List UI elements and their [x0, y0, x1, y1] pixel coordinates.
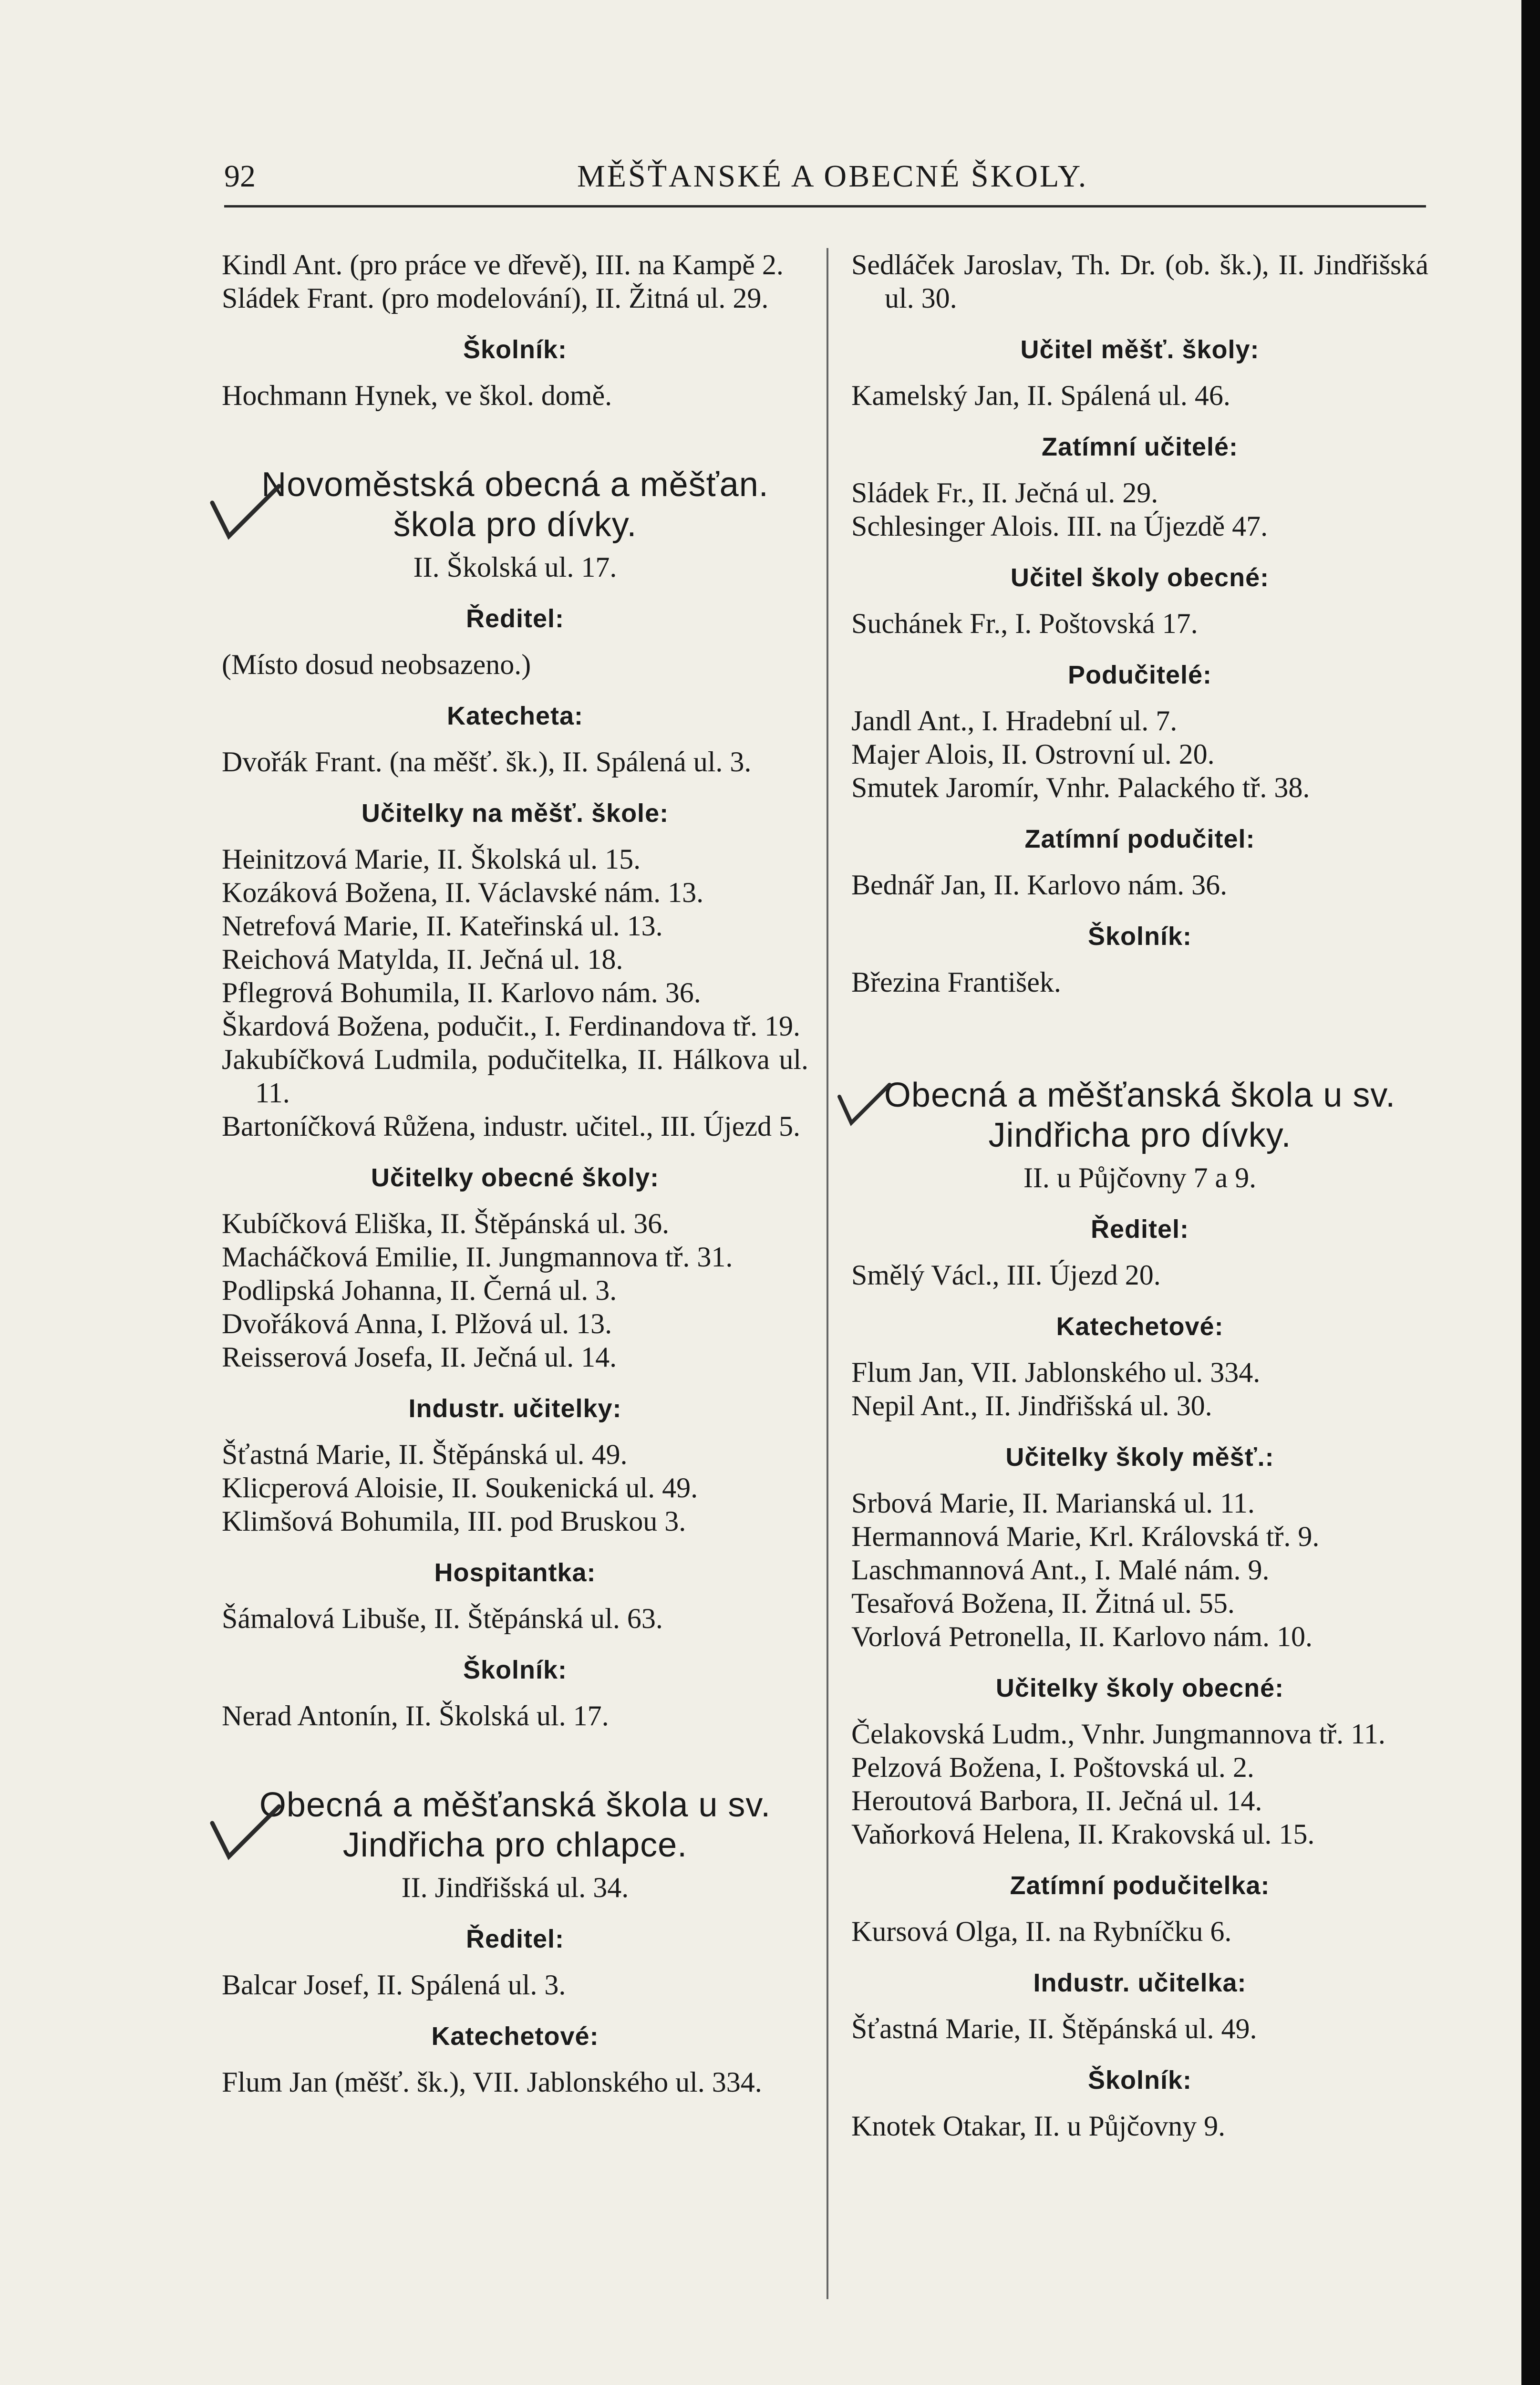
school-address: II. u Půjčovny 7 a 9. — [1023, 1162, 1257, 1193]
section-heading: Zatímní učitelé: — [1041, 433, 1239, 461]
section-heading: Podučitelé: — [1067, 661, 1212, 689]
list-item: Klicperová Aloisie, II. Soukenická ul. 49. — [222, 1472, 698, 1504]
pencil-checkmark-icon — [207, 1804, 284, 1861]
section-heading: Katechetové: — [431, 2022, 599, 2051]
left-column — [222, 248, 808, 2099]
list-item: Heroutová Barbora, II. Ječná ul. 14. — [851, 1785, 1262, 1816]
list-item: Reisserová Josefa, II. Ječná ul. 14. — [222, 1341, 617, 1373]
list-item: Srbová Marie, II. Marianská ul. 11. — [851, 1487, 1255, 1519]
section-heading: Zatímní podučitel: — [1024, 825, 1255, 853]
section-heading: Zatímní podučitelka: — [1010, 1871, 1270, 1900]
section-heading: Industr. učitelka: — [1033, 1969, 1247, 1997]
list-item: Bednář Jan, II. Karlovo nám. 36. — [851, 869, 1228, 901]
school-title — [851, 1075, 1428, 1155]
list-item: Knotek Otakar, II. u Půjčovny 9. — [851, 2110, 1226, 2142]
list-item: Heinitzová Marie, II. Školská ul. 15. — [222, 843, 641, 875]
list-item: Dvořák Frant. (na měšť. šk.), II. Spálená ul. 3. — [222, 746, 752, 778]
section-heading: Školník: — [1087, 922, 1192, 951]
school-title-text: Obecná a měšťanská škola u sv. Jindřicha pro dívky. — [884, 1076, 1396, 1154]
list-item: Nepil Ant., II. Jindřišská ul. 30. — [851, 1390, 1212, 1421]
section-heading: Katecheta: — [446, 702, 584, 730]
list-item: Sládek Fr., II. Ječná ul. 29. — [851, 477, 1158, 508]
list-item: Flum Jan, VII. Jablonského ul. 334. — [851, 1357, 1261, 1388]
school-title — [222, 1785, 808, 1865]
list-item: Březina František. — [851, 966, 1061, 998]
list-item: Škardová Božena, podučit., I. Ferdinandova tř. 19. — [222, 1010, 801, 1042]
section-heading: Učitelky na měšť. škole: — [361, 799, 669, 828]
page-number: 92 — [224, 159, 256, 194]
section-heading: Učitel školy obecné: — [1010, 563, 1270, 592]
list-item: Smutek Jaromír, Vnhr. Palackého tř. 38. — [851, 772, 1310, 803]
list-item: Jandl Ant., I. Hradební ul. 7. — [851, 705, 1178, 736]
list-item: Sládek Frant. (pro modelování), II. Žitná ul. 29. — [222, 282, 769, 314]
list-item: Reichová Matylda, II. Ječná ul. 18. — [222, 944, 623, 975]
pencil-checkmark-icon — [207, 484, 284, 541]
list-item: Majer Alois, II. Ostrovní ul. 20. — [851, 738, 1215, 770]
list-item: Smělý Václ., III. Újezd 20. — [851, 1259, 1161, 1291]
list-item: Čelakovská Ludm., Vnhr. Jungmannova tř. 11. — [851, 1718, 1385, 1750]
list-item: Pflegrová Bohumila, II. Karlovo nám. 36. — [222, 977, 701, 1008]
list-item: Pelzová Božena, I. Poštovská ul. 2. — [851, 1752, 1254, 1783]
page-header — [224, 153, 1426, 200]
list-item: Flum Jan (měšť. šk.), VII. Jablonského ul. 334. — [222, 2066, 762, 2098]
list-item: Vorlová Petronella, II. Karlovo nám. 10. — [851, 1621, 1313, 1652]
list-item: Nerad Antonín, II. Školská ul. 17. — [222, 1700, 609, 1732]
section-heading: Školník: — [1087, 2066, 1192, 2095]
list-item: Šámalová Libuše, II. Štěpánská ul. 63. — [222, 1603, 663, 1634]
list-item: Tesařová Božena, II. Žitná ul. 55. — [851, 1587, 1235, 1619]
section-heading: Školník: — [463, 335, 568, 364]
list-item: Podlipská Johanna, II. Černá ul. 3. — [222, 1275, 617, 1306]
school-address: II. Jindřišská ul. 34. — [401, 1872, 629, 1903]
list-item: Suchánek Fr., I. Poštovská 17. — [851, 608, 1198, 639]
list-item: Schlesinger Alois. III. na Újezdě 47. — [851, 510, 1268, 542]
list-item: Kamelský Jan, II. Spálená ul. 46. — [851, 380, 1230, 411]
section-heading: Učitel měšť. školy: — [1020, 335, 1260, 364]
school-address: II. Školská ul. 17. — [413, 551, 617, 583]
list-item: Netrefová Marie, II. Kateřinská ul. 13. — [222, 910, 663, 942]
section-heading: Školník: — [463, 1656, 568, 1684]
column-divider — [827, 248, 828, 2299]
list-item: Hermannová Marie, Krl. Královská tř. 9. — [851, 1521, 1320, 1552]
list-item: Kozáková Božena, II. Václavské nám. 13. — [222, 877, 704, 908]
list-item: Šťastná Marie, II. Štěpánská ul. 49. — [851, 2013, 1257, 2044]
list-item: Klimšová Bohumila, III. pod Bruskou 3. — [222, 1505, 686, 1537]
list-item: Kubíčková Eliška, II. Štěpánská ul. 36. — [222, 1208, 670, 1239]
section-heading: Učitelky školy obecné: — [995, 1674, 1284, 1702]
section-heading: Hospitantka: — [434, 1558, 596, 1587]
school-title — [222, 465, 808, 545]
right-column — [851, 248, 1428, 2143]
list-item: Bartoníčková Růžena, industr. učitel., III. Újezd 5. — [222, 1110, 800, 1142]
pencil-checkmark-icon — [832, 1080, 909, 1137]
list-item: (Místo dosud neobsazeno.) — [222, 649, 531, 680]
list-item: Hochmann Hynek, ve škol. domě. — [222, 380, 612, 411]
school-title-text: Novoměstská obecná a měšťan. škola pro dívky. — [261, 466, 769, 544]
school-title-text: Obecná a měšťanská škola u sv. Jindřicha pro chlapce. — [259, 1786, 771, 1864]
section-heading: Učitelky školy měšť.: — [1005, 1443, 1274, 1472]
list-item: Laschmannová Ant., I. Malé nám. 9. — [851, 1554, 1270, 1586]
section-heading: Ředitel: — [1090, 1215, 1189, 1244]
list-item: Šťastná Marie, II. Štěpánská ul. 49. — [222, 1439, 628, 1470]
section-heading: Ředitel: — [465, 1925, 565, 1953]
list-item: Kindl Ant. (pro práce ve dřevě), III. na Kampě 2. — [222, 249, 784, 280]
running-title: MĚŠŤANSKÉ A OBECNÉ ŠKOLY. — [577, 159, 1088, 194]
section-heading: Industr. učitelky: — [408, 1394, 622, 1423]
list-item: Vaňorková Helena, II. Krakovská ul. 15. — [851, 1818, 1315, 1850]
list-item: Sedláček Jaroslav, Th. Dr. (ob. šk.), II. Jindřišská ul. 30. — [851, 249, 1428, 314]
section-heading: Ředitel: — [465, 604, 565, 633]
list-item: Kursová Olga, II. na Rybníčku 6. — [851, 1916, 1232, 1947]
list-item: Jakubíčková Ludmila, podučitelka, II. Hálkova ul. 11. — [222, 1044, 808, 1109]
list-item: Macháčková Emilie, II. Jungmannova tř. 31. — [222, 1241, 733, 1273]
section-heading: Učitelky obecné školy: — [371, 1163, 660, 1192]
list-item: Balcar Josef, II. Spálená ul. 3. — [222, 1969, 566, 2001]
header-rule — [224, 205, 1426, 207]
list-item: Dvořáková Anna, I. Plžová ul. 13. — [222, 1308, 612, 1339]
section-heading: Katechetové: — [1056, 1312, 1224, 1341]
